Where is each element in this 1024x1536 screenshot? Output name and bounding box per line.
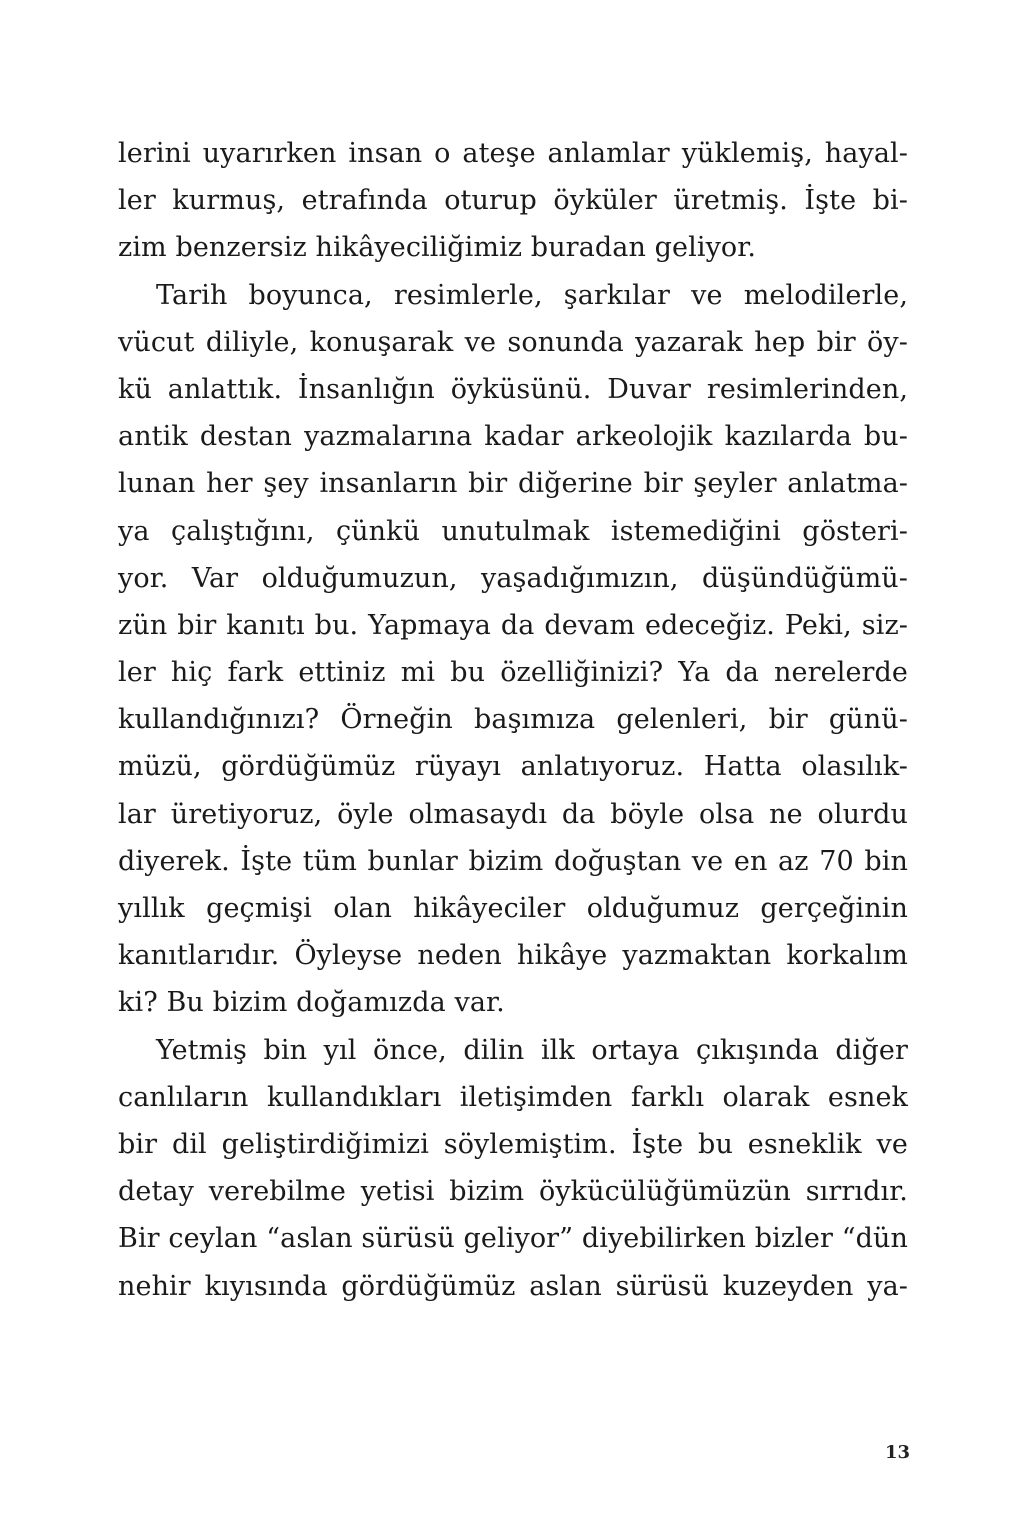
- text-line: vücut diliyle, konuşarak ve sonunda yazarak hep bir öy-: [118, 326, 908, 358]
- text-line: detay verebilme yetisi bizim öykücülüğümüzün sırrıdır.: [118, 1176, 908, 1208]
- text-line: nehir kıyısında gördüğümüz aslan sürüsü kuzeyden ya-: [118, 1270, 908, 1302]
- text-line: bir dil geliştirdiğimizi söylemiştim. İşte bu esneklik ve: [118, 1128, 908, 1160]
- text-line: ler hiç fark ettiniz mi bu özelliğinizi? Ya da nerelerde: [118, 657, 908, 689]
- body-text: [118, 130, 908, 1310]
- text-line: diyerek. İşte tüm bunlar bizim doğuştan ve en az 70 bin: [118, 845, 908, 877]
- text-line: ki? Bu bizim doğamızda var.: [118, 987, 505, 1019]
- text-line: lar üretiyoruz, öyle olmasaydı da böyle olsa ne olurdu: [118, 798, 908, 830]
- text-line: yıllık geçmişi olan hikâyeciler olduğumuz gerçeğinin: [118, 893, 908, 924]
- text-line: ya çalıştığını, çünkü unutulmak istemediğini gösteri-: [118, 515, 908, 547]
- text-line: ler kurmuş, etrafında oturup öyküler üretmiş. İşte bi-: [118, 185, 908, 217]
- page-number: 13: [884, 1442, 910, 1463]
- text-line: Tarih boyunca, resimlerle, şarkılar ve melodilerle,: [156, 279, 908, 311]
- text-line: Bir ceylan “aslan sürüsü geliyor” diyebilirken bizler “dün: [118, 1223, 908, 1255]
- text-line: canlıların kullandıkları iletişimden farklı olarak esnek: [118, 1081, 908, 1113]
- text-line: kullandığınızı? Örneğin başımıza gelenleri, bir günü-: [118, 704, 908, 736]
- text-line: müzü, gördüğümüz rüyayı anlatıyoruz. Hatta olasılık-: [118, 751, 908, 783]
- text-line: kü anlattık. İnsanlığın öyküsünü. Duvar resimlerinden,: [118, 373, 908, 405]
- text-line: zim benzersiz hikâyeciliğimiz buradan geliyor.: [118, 232, 757, 264]
- text-line: zün bir kanıtı bu. Yapmaya da devam edeceğiz. Peki, siz-: [118, 609, 908, 641]
- text-line: antik destan yazmalarına kadar arkeolojik kazılarda bu-: [118, 421, 908, 453]
- text-line: Yetmiş bin yıl önce, dilin ilk ortaya çıkışında diğer: [156, 1034, 908, 1066]
- text-line: kanıtlarıdır. Öyleyse neden hikâye yazmaktan korkalım: [118, 940, 908, 972]
- text-line: lerini uyarırken insan o ateşe anlamlar yüklemiş, hayal-: [118, 138, 908, 169]
- text-line: lunan her şey insanların bir diğerine bir şeyler anlatma-: [118, 468, 908, 500]
- text-line: yor. Var olduğumuzun, yaşadığımızın, düşündüğümü-: [118, 562, 908, 594]
